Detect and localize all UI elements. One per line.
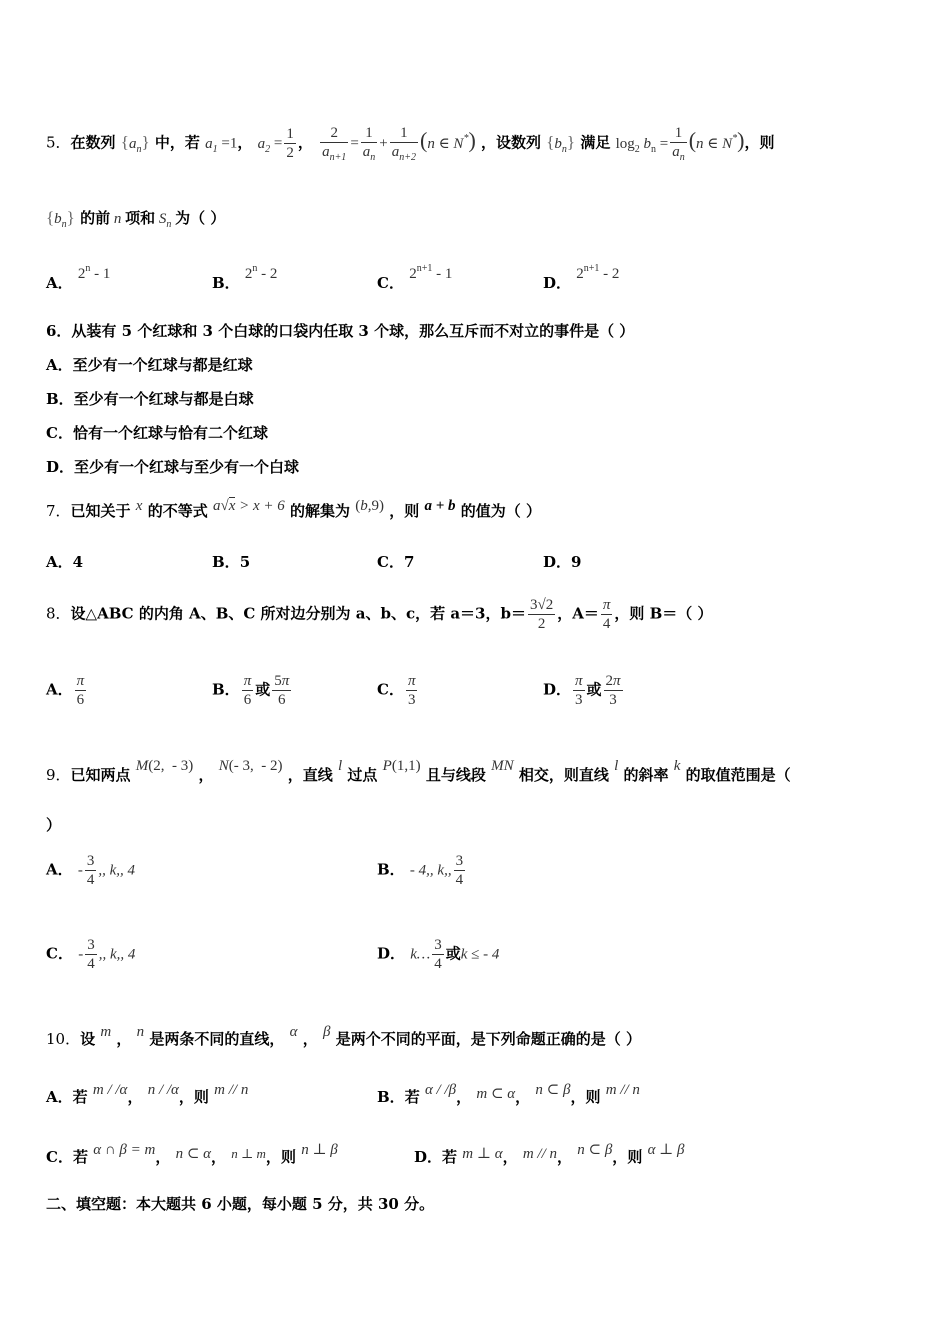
question-6-stem: 6．从装有 5 个红球和 3 个白球的口袋内任取 3 个球，那么互斥而不对立的事件是（ ）	[46, 322, 635, 340]
question-5-line-1: 5．在数列 $\{a_n\}$ 中，若 $a_1 =1$， $a_2$ = $\frac{1}{2}$ ， $\frac{2}{a_{n+1}}$ = $\frac{1}{a_n}$ + $\frac{1}{a_{n+2}}$ (n ∈ N*) ，设数列 $\{b_n\}$ 满足 $\log_2 b_n$ = $\frac{1}{a_n}$ (n ∈ N*)，则	[46, 125, 775, 163]
q7-option-c[interactable]: C．7	[377, 553, 415, 571]
question-9-line-2: ）	[46, 816, 62, 834]
q9-option-b[interactable]: B． - 4,, k,, $\frac{3}{4}$	[377, 853, 464, 888]
q10-option-a[interactable]: A．若 m / /α， n / /α，则 m // n	[46, 1082, 249, 1106]
math-inequality: a√x > x + 6	[212, 498, 285, 514]
question-7-stem: 7．已知关于 x 的不等式 a√x > x + 6 的解集为 (b,9) ，则 a + b 的值为（ ）	[46, 498, 542, 520]
question-8-stem: 8．设△ABC 的内角 A、B、C 所对边分别为 a、b、c，若 a＝3，b＝ $\frac{3√2}{2}$ ，A＝ $\frac{\pi}{4}$ ，则 B＝（ ）	[46, 597, 713, 632]
math-log2-bn: $\log_2 b_n$ =	[615, 135, 669, 155]
q6-option-d[interactable]: D．至少有一个红球与至少有一个白球	[46, 458, 300, 476]
question-9-stem: 9．已知两点 M(2, - 3) ， N(- 3, - 2) ，直线 l 过点 P(1,1) 且与线段 MN 相交，则直线 l 的斜率 k 的取值范围是（	[46, 758, 791, 784]
q8-option-d[interactable]: D． $\frac{\pi}{3}$ 或 $\frac{2\pi}{3}$	[543, 673, 621, 708]
math-a-n: $a_n$	[128, 135, 142, 155]
question-5-number: 5．	[46, 133, 71, 152]
q6-option-a[interactable]: A．至少有一个红球与都是红球	[46, 356, 253, 374]
q9-option-a[interactable]: A． - $\frac{3}{4}$ ,, k,, 4	[46, 853, 136, 888]
q9-option-c[interactable]: C． - $\frac{3}{4}$ ,, k,, 4	[46, 937, 136, 972]
q10-option-c[interactable]: C．若 α ∩ β = m， n ⊂ α， n ⊥ m，则 n ⊥ β	[46, 1142, 338, 1166]
question-10-stem: 10．设 m ， n 是两条不同的直线， α ， β 是两个不同的平面，是下列命题正确的是（ ）	[46, 1024, 641, 1048]
q5-option-b[interactable]: B． 2$^n$ - 2	[212, 263, 278, 292]
q6-option-c[interactable]: C．恰有一个红球与恰有二个红球	[46, 424, 268, 442]
q5-option-c[interactable]: C． $2^{n+1} - 1$	[377, 263, 453, 292]
q8-option-b[interactable]: B． $\frac{\pi}{6}$ 或 $\frac{5\pi}{6}$	[212, 673, 290, 708]
q10-option-d[interactable]: D．若 m ⊥ α， m // n， n ⊂ β，则 α ⊥ β	[414, 1142, 685, 1166]
q9-option-d[interactable]: D． k… $\frac{3}{4}$ 或k ≤ - 4	[377, 937, 500, 972]
q7-option-b[interactable]: B．5	[212, 553, 251, 571]
q8-option-a[interactable]: A． $\frac{\pi}{6}$	[46, 673, 85, 708]
q7-option-d[interactable]: D．9	[543, 553, 582, 571]
fraction-1-over-2: $\frac{1}{2}$	[286, 126, 294, 161]
q8-option-c[interactable]: C． $\frac{\pi}{3}$	[377, 673, 416, 708]
question-5-line-2: $\{b_n\}$ 的前 n 项和 $S_n$ 为（ ）	[46, 208, 226, 230]
q7-option-a[interactable]: A．4	[46, 553, 84, 571]
q6-option-b[interactable]: B．至少有一个红球与都是白球	[46, 390, 254, 408]
q10-option-b[interactable]: B．若 α / /β， m ⊂ α， n ⊂ β，则 m // n	[377, 1082, 640, 1106]
q5-option-a[interactable]: A． 2$^n$ - 1	[46, 263, 111, 292]
q5-option-d[interactable]: D． $2^{n+1} - 2$	[543, 263, 620, 292]
section-2-heading: 二、填空题：本大题共 6 小题，每小题 5 分，共 30 分。	[46, 1195, 435, 1213]
